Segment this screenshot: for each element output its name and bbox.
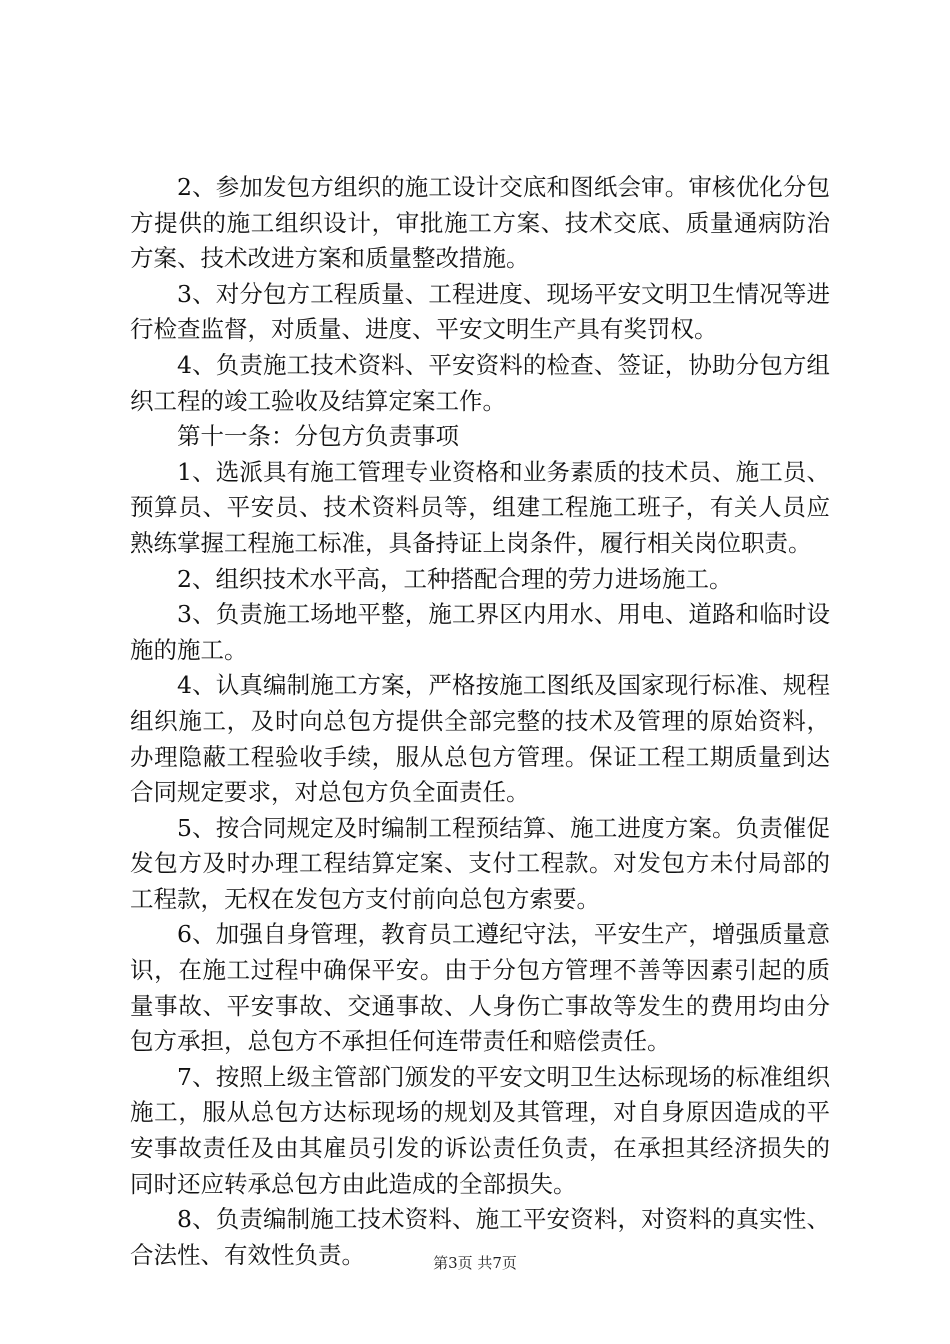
- paragraph-item-5-settlement: 5、按合同规定及时编制工程预结算、施工进度方案。负责催促发包方及时办理工程结算定案、支付工程款。对发包方未付局部的工程款，无权在发包方支付前向总包方索要。: [130, 813, 830, 913]
- paragraph-item-6-management: 6、加强自身管理，教育员工遵纪守法，平安生产，增强质量意识，在施工过程中确保平安。由于分包方管理不善等因素引起的质量事故、平安事故、交通事故、人身伤亡事故等发生的费用均由分包方承担，总包方不承担任何连带责任和赔偿责任。: [130, 920, 830, 1056]
- paragraph-item-3-site: 3、负责施工场地平整，施工界区内用水、用电、道路和临时设施的施工。: [130, 600, 830, 664]
- paragraph-item-3-inspection: 3、对分包方工程质量、工程进度、现场平安文明卫生情况等进行检查监督，对质量、进度、平安文明生产具有奖罚权。: [130, 279, 830, 344]
- paragraph-item-2-labor: 2、组织技术水平高，工种搭配合理的劳力进场施工。: [177, 564, 733, 593]
- page-number-footer: 第3页 共7页: [433, 1254, 517, 1272]
- paragraph-item-2-review: 2、参加发包方组织的施工设计交底和图纸会审。审核优化分包方提供的施工组织设计，审批施工方案、技术交底、质量通病防治方案、技术改进方案和质量整改措施。: [130, 173, 830, 273]
- document-body: [130, 170, 830, 1273]
- paragraph-item-4-plan: 4、认真编制施工方案，严格按施工图纸及国家现行标准、规程组织施工，及时向总包方提供全部完整的技术及管理的原始资料，办理隐蔽工程验收手续，服从总包方管理。保证工程工期质量到达合同规定要求，对总包方负全面责任。: [130, 671, 830, 807]
- paragraph-item-7-standards: 7、按照上级主管部门颁发的平安文明卫生达标现场的标准组织施工，服从总包方达标现场的规划及其管理，对自身原因造成的平安事故责任及由其雇员引发的诉讼责任负责，在承担其经济损失的同时还应转承总包方由此造成的全部损失。: [130, 1062, 830, 1198]
- section-heading-article-11: 第十一条：分包方负责事项: [177, 422, 459, 451]
- paragraph-item-4-documents: 4、负责施工技术资料、平安资料的检查、签证，协助分包方组织工程的竣工验收及结算定案工作。: [130, 350, 830, 415]
- paragraph-item-1-staffing: 1、选派具有施工管理专业资格和业务素质的技术员、施工员、预算员、平安员、技术资料员等，组建工程施工班子，有关人员应熟练掌握工程施工标准，具备持证上岗条件，履行相关岗位职责。: [130, 457, 830, 557]
- paragraph-item-8-records: 8、负责编制施工技术资料、施工平安资料，对资料的真实性、合法性、有效性负责。: [130, 1205, 830, 1269]
